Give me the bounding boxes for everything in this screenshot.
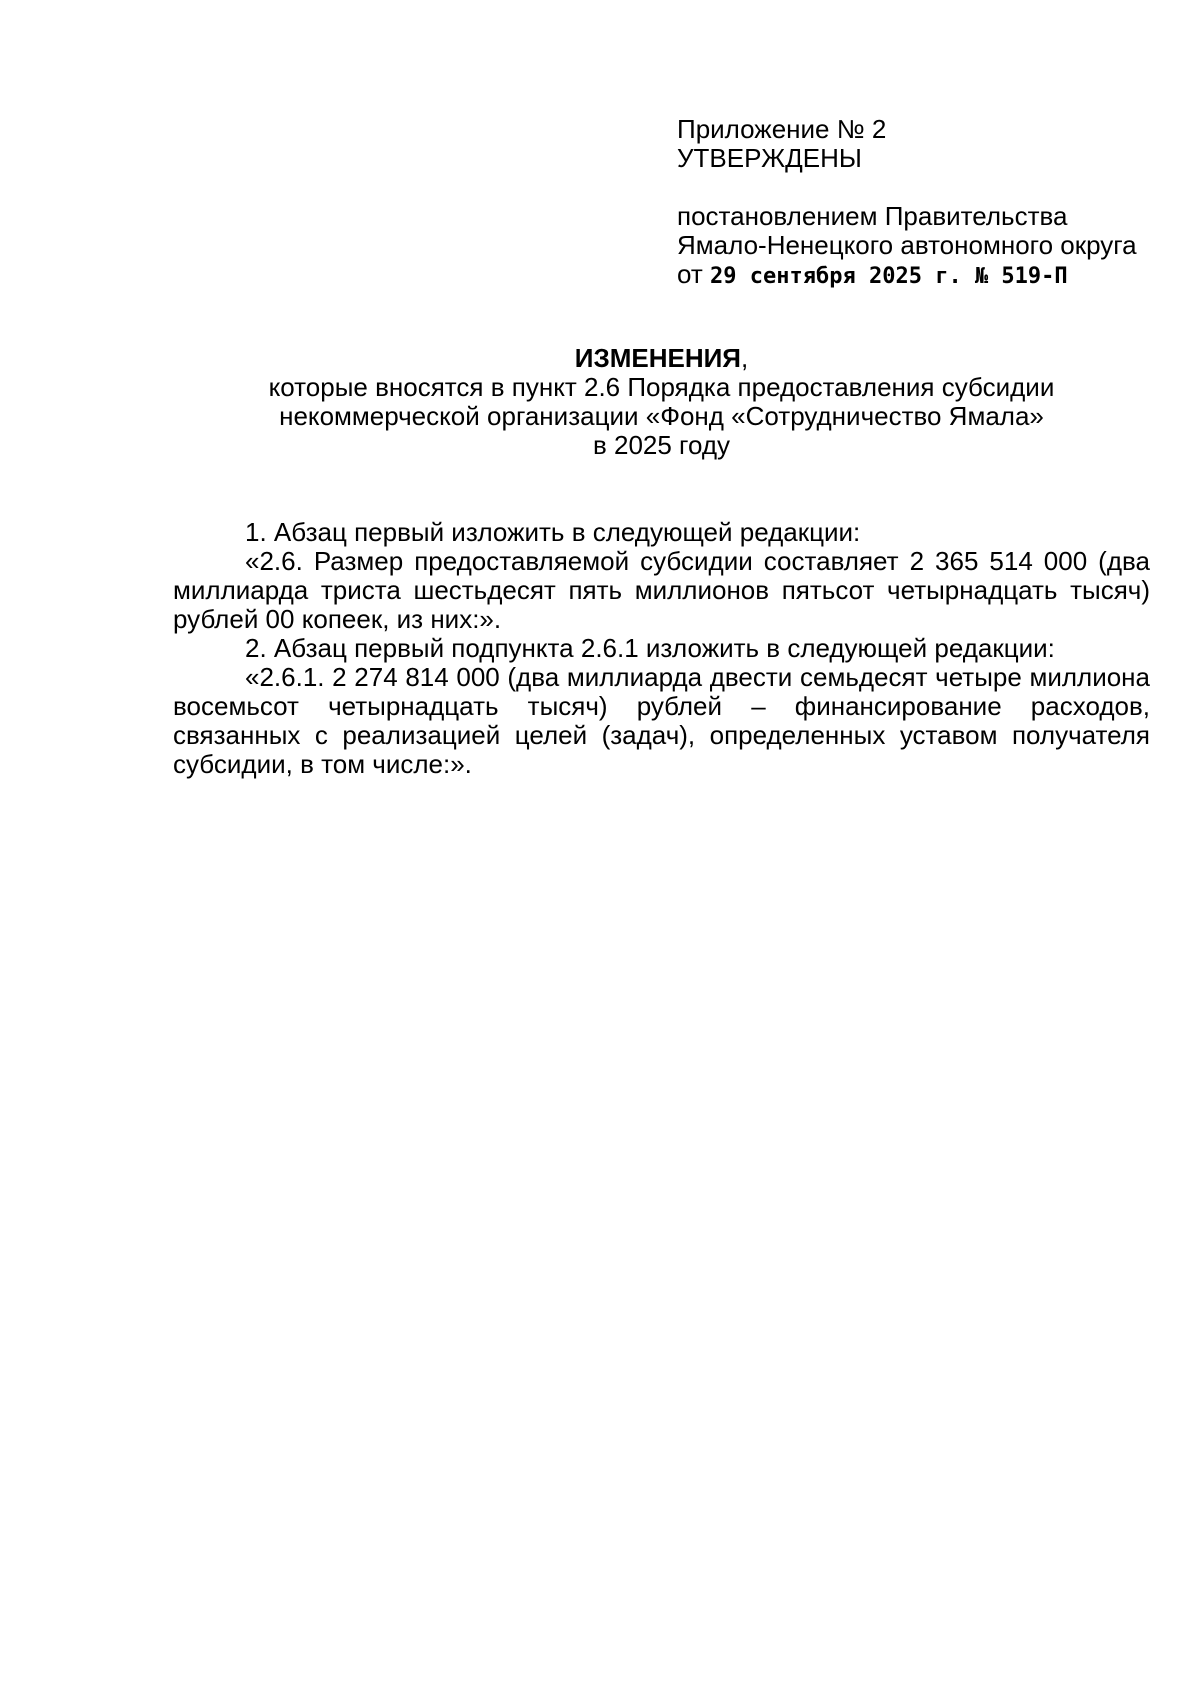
- resolution-date-line: [677, 260, 1157, 291]
- resolution-line: постановлением Правительства: [677, 201, 1068, 231]
- document-body: [173, 518, 1150, 779]
- approval-spacer: [677, 173, 1157, 202]
- approval-stamp: [677, 115, 1157, 291]
- appendix-number: Приложение № 2: [677, 114, 887, 144]
- paragraph-2: «2.6. Размер предоставляемой субсидии составляет 2 365 514 000 (два миллиарда триста шестьдесят пять миллионов пятьсот четырнадцать тысяч) рублей 00 копеек, из них:».: [173, 546, 1150, 634]
- title-heading-line: [170, 344, 1153, 373]
- title-heading-suffix: ,: [741, 343, 749, 373]
- title-subtitle-2: некоммерческой организации «Фонд «Сотрудничество Ямала»: [279, 401, 1044, 431]
- resolution-date-number: 29 сентября 2025 г. № 519-П: [710, 264, 1068, 289]
- government-line: Ямало-Ненецкого автономного округа: [677, 230, 1137, 260]
- title-heading: ИЗМЕНЕНИЯ: [574, 343, 741, 373]
- document-title: [170, 344, 1153, 460]
- paragraph-3: 2. Абзац первый подпункта 2.6.1 изложить в следующей редакции:: [245, 633, 1055, 663]
- paragraph-4: «2.6.1. 2 274 814 000 (два миллиарда двести семьдесят четыре миллиона восемьсот четырнадцать тысяч) рублей – финансирование расходов, связанных с реализацией целей (задач), определенных уставом получателя субсидии, в том числе:».: [173, 662, 1150, 779]
- date-prefix: от: [677, 259, 711, 289]
- approved-label: УТВЕРЖДЕНЫ: [677, 143, 862, 173]
- paragraph-1: 1. Абзац первый изложить в следующей редакции:: [245, 517, 861, 547]
- title-subtitle-1: которые вносятся в пункт 2.6 Порядка предоставления субсидии: [268, 372, 1055, 402]
- title-subtitle-3: в 2025 году: [592, 430, 731, 460]
